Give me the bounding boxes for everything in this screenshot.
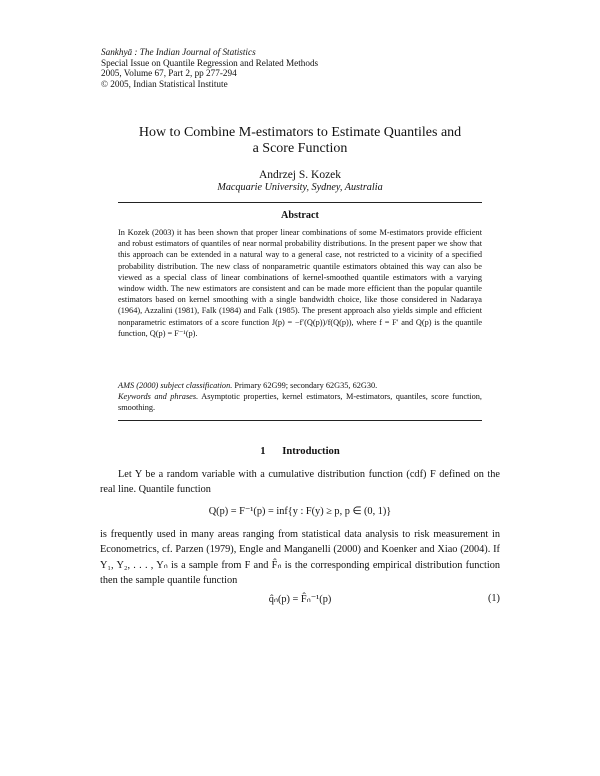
keywords-list: Asymptotic properties, kernel estimators, M-estimators, quantiles, score function, smoothing.: [118, 391, 482, 412]
special-issue: Special Issue on Quantile Regression and Related Methods: [101, 57, 319, 68]
equation-1-text: q̂ₙ(p) = F̂ₙ⁻¹(p): [268, 594, 332, 605]
equation-quantile-function: [100, 505, 500, 517]
abstract-heading: Abstract: [281, 210, 319, 221]
equation-text: Q(p) = F⁻¹(p) = inf{y : F(y) ≥ p, p ∈ (0, 1)}: [208, 506, 392, 517]
journal-header: [101, 47, 318, 89]
paper-title: [100, 125, 500, 157]
intro-text-1: Let Y be a random variable with a cumulative distribution function (cdf) F defined on the real line. Quantile function: [100, 469, 500, 496]
keywords: [118, 392, 482, 414]
abstract-body: [118, 227, 482, 339]
keywords-label: Keywords and phrases.: [118, 391, 199, 401]
title-line-2: a Score Function: [252, 141, 348, 156]
ams-classification: [118, 381, 482, 392]
paper-metadata: [118, 381, 482, 413]
author-name: Andrzej S. Kozek: [258, 169, 342, 181]
equation-1: [100, 593, 500, 605]
abstract-bottom-rule: [118, 420, 482, 421]
copyright: © 2005, Indian Statistical Institute: [101, 78, 228, 89]
volume-info: 2005, Volume 67, Part 2, pp 277-294: [101, 68, 237, 79]
ams-codes: Primary 62G99; secondary 62G35, 62G30.: [234, 381, 378, 390]
section-heading: [100, 446, 500, 457]
equation-1-number: (1): [487, 593, 500, 604]
intro-paragraph-1: [100, 467, 500, 498]
intro-paragraph-2: [100, 527, 500, 589]
abstract-top-rule: [118, 202, 482, 203]
intro-text-2: is frequently used in many areas ranging from statistical data analysis to risk measurement in Econometrics, cf. Parzen (1979), Engle and Manganelli (2000) and Koenker and Xiao (2004). If Y₁, Y₂, . . . , Yₙ is a sample from F and F̂ₙ is the corresponding empirical distribution function then the sample quantile function: [100, 529, 500, 587]
journal-name: Sankhyā : The Indian Journal of Statistics: [101, 47, 256, 57]
author-affiliation: Macquarie University, Sydney, Australia: [217, 182, 383, 193]
section-title: Introduction: [282, 446, 340, 457]
ams-label: AMS (2000) subject classification.: [118, 381, 233, 390]
section-number: 1: [260, 446, 266, 457]
title-line-1: How to Combine M-estimators to Estimate Quantiles and: [138, 125, 462, 140]
abstract-text: In Kozek (2003) it has been shown that proper linear combinations of some M-estimators provide efficient and robust estimators of quantiles of near normal probability distributions. In the present paper we show that this approach can be extended in a natural way to a general case, not restricted to a vicinity of a specified probability distribution. The new class of nonparametric quantile estimators obtained this way can also be viewed as a special class of linear combinations of kernel-smoothed quantile estimators with a varying window width. The new estimators are consistent and can be made more efficient than the popular quantile estimators based on kernel smoothing with a single bandwidth choice, like those considered in Nadaraya (1964), Azzalini (1981), Falk (1984) and Falk (1985). The present approach also yields simple and efficient nonparametric estimators of a score function J(p) = −f′(Q(p))/f(Q(p)), where f = F′ and Q(p) is the quantile function, Q(p) = F⁻¹(p).: [118, 228, 482, 338]
